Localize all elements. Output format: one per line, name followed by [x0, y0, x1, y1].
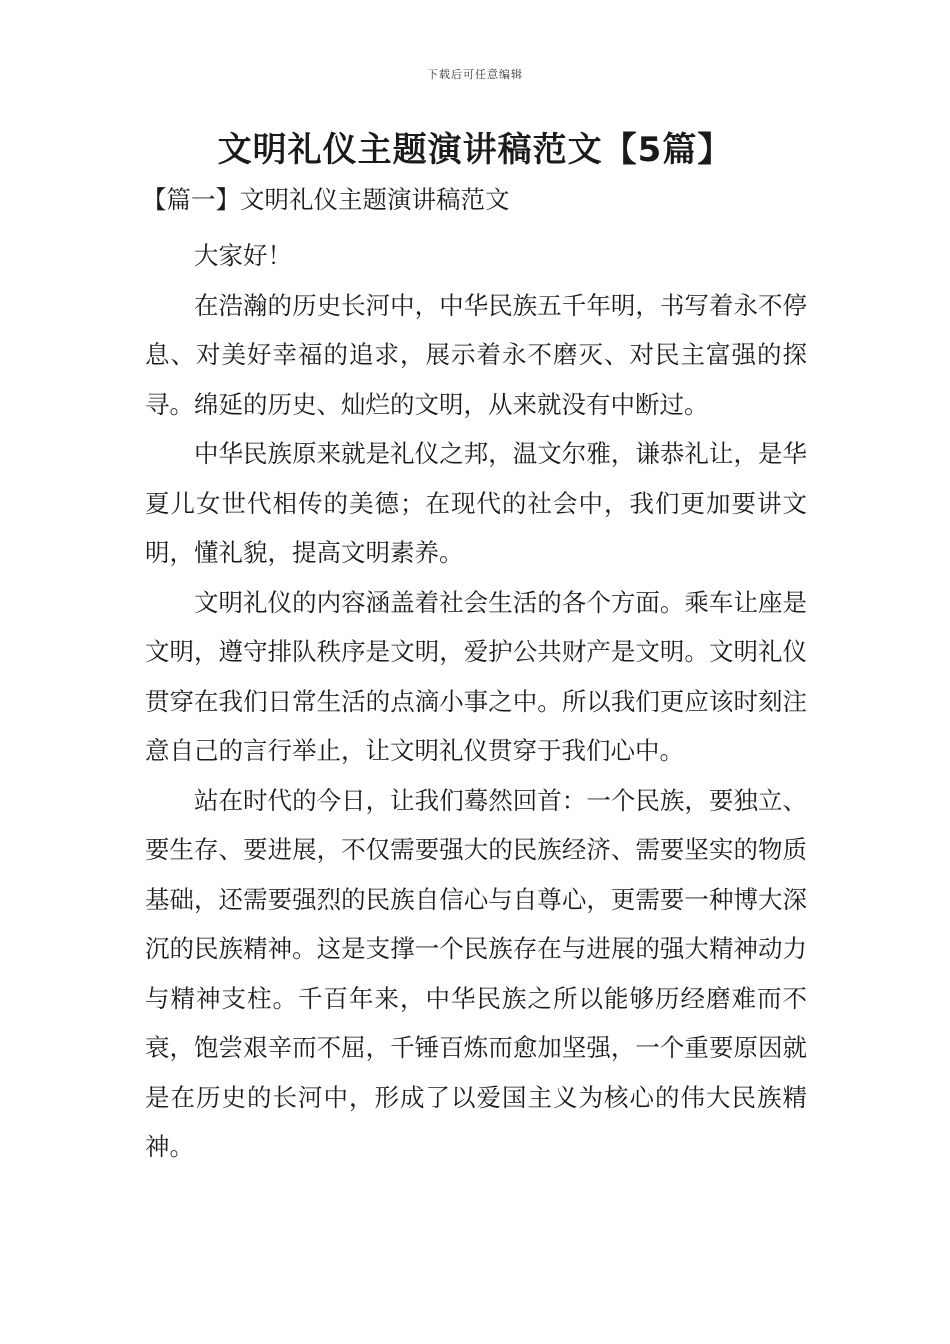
document-title: 文明礼仪主题演讲稿范文【5篇】	[217, 130, 733, 170]
greeting: 大家好！	[194, 241, 292, 270]
paragraph-4: 站在时代的今日，让我们蓦然回首：一个民族，要独立、要生存、要进展，不仅需要强大的民族经济、需要坚实的物质基础，还需要强烈的民族自信心与自尊心，更需要一种博大深沉的民族精神。这是支撑一个民族存在与进展的强大精神动力与精神支柱。千百年来，中华民族之所以能够历经磨难而不衰，饱尝艰辛而不屈，千锤百炼而愈加坚强，一个重要原因就是在历史的长河中，形成了以爱国主义为核心的伟大民族精神。	[145, 785, 807, 1161]
header-note: 下载后可任意编辑	[427, 68, 523, 81]
paragraph-2: 中华民族原来就是礼仪之邦，温文尔雅，谦恭礼让，是华夏儿女世代相传的美德；在现代的社会中，我们更加要讲文明，懂礼貌，提高文明素养。	[145, 439, 807, 567]
paragraph-1: 在浩瀚的历史长河中，中华民族五千年明，书写着永不停息、对美好幸福的追求，展示着永不磨灭、对民主富强的探寻。绵延的历史、灿烂的文明，从来就没有中断过。	[145, 290, 807, 419]
document-body	[142, 180, 807, 1172]
section-heading: 【篇一】文明礼仪主题演讲稿范文	[142, 185, 510, 214]
paragraph-3: 文明礼仪的内容涵盖着社会生活的各个方面。乘车让座是文明，遵守排队秩序是文明，爱护公共财产是文明。文明礼仪贯穿在我们日常生活的点滴小事之中。所以我们更应该时刻注意自己的言行举止，让文明礼仪贯穿于我们心中。	[145, 587, 807, 765]
